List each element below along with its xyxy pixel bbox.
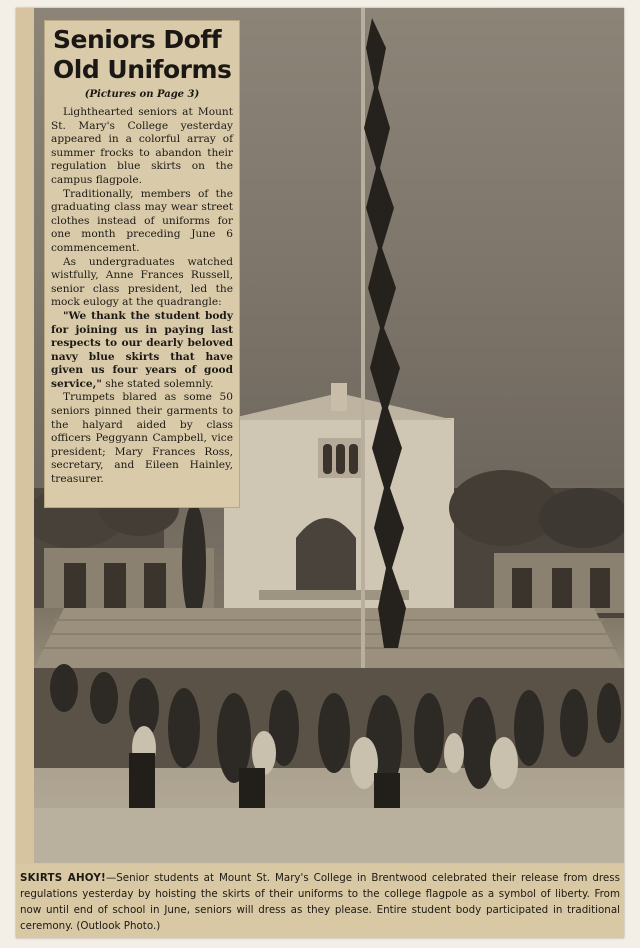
student-figure — [129, 753, 155, 813]
quote-attribution: she stated solemnly. — [101, 377, 214, 390]
headline — [53, 25, 233, 85]
flagpole — [361, 8, 365, 698]
caption-text: —Senior students at Mount St. Mary's College in Brentwood celebrated their release from dress regulations yesterday by hoisting the skirts of their uniforms to the college flagpole as a symbol of liberty. From now until end of school in June, seniors will dress as they please. Entire student body participated in traditional ceremony. (Outlook Photo.) — [20, 872, 621, 932]
article-paragraph: Trumpets blared as some 50 seniors pinned their garments to the halyard aided by class officers Peggyann Campbell, vice president; Mary Frances Ross, secretary, and Eileen Hainley, treasurer. — [51, 391, 233, 486]
chapel-door-arch — [296, 518, 356, 598]
photo-caption — [16, 864, 624, 938]
article-paragraph: Lighthearted seniors at Mount St. Mary's College yesterday appeared in a colorful array of summer frocks to abandon their regulation blue skirts on the campus flagpole. — [51, 106, 233, 186]
quadrangle — [34, 808, 624, 863]
caption-lead: SKIRTS AHOY! — [20, 872, 106, 884]
article-paragraph: Traditionally, members of the graduating class may wear street clothes instead of uniforms for one month preceding June 6 commencement. — [51, 187, 233, 254]
pictures-note: (Pictures on Page 3) — [84, 89, 200, 100]
headline-line-2: Old Uniforms — [53, 55, 232, 84]
article-column — [44, 20, 240, 508]
article-quote — [51, 310, 233, 392]
stairs — [34, 608, 624, 668]
cypress-tree — [182, 503, 206, 623]
newspaper-clipping — [16, 8, 624, 938]
headline-line-1: Seniors Doff — [53, 25, 222, 54]
article-paragraph: As undergraduates watched wistfully, Anne Frances Russell, senior class president, led the mock eulogy at the quadrangle: — [51, 255, 233, 309]
quote-text: "We thank the student body for joining us in paying last respects to our dearly beloved navy blue skirts that have given us four years of good service," — [51, 309, 233, 390]
bell-tower — [331, 383, 347, 411]
